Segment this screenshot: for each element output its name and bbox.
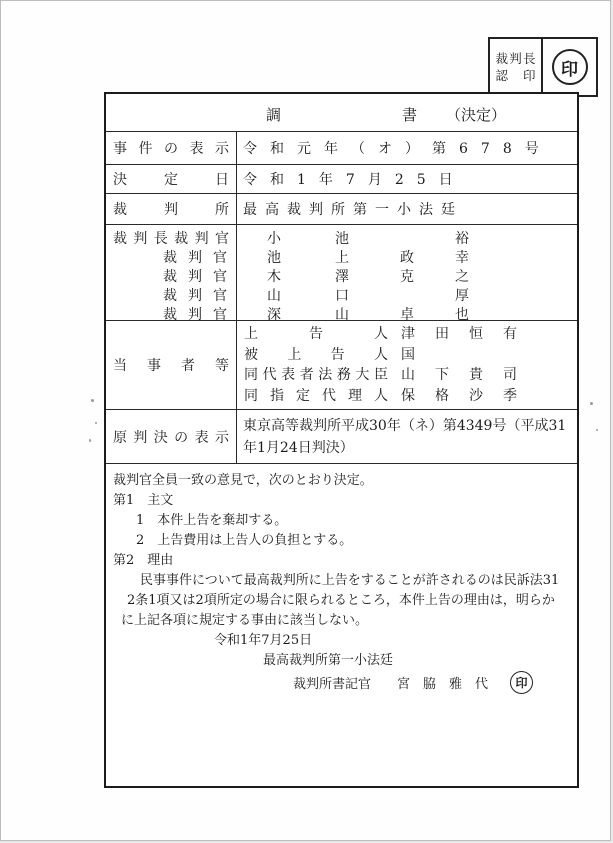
clerk-seal-stamp-icon: 印 xyxy=(510,671,533,694)
judge-title: 裁 判 官 xyxy=(163,288,227,304)
original-judgment-label: 原 判 決 の 表 示 xyxy=(113,429,229,446)
judge-name: 深 山 卓 也 xyxy=(267,307,469,320)
approval-box-label-line1: 裁 判 長 xyxy=(495,51,536,66)
judge-title: 裁 判 官 xyxy=(163,307,227,323)
decision-body xyxy=(106,464,577,786)
judges-label-cell xyxy=(106,225,237,323)
case-indication-row xyxy=(106,132,577,165)
scan-speck xyxy=(89,439,91,442)
party-name: 津田恒有 xyxy=(401,326,537,342)
body-line-mainclause-2: 2 上告費用は上告人の負担とする。 xyxy=(136,533,353,548)
judge-name: 小 池 裕 xyxy=(267,231,469,247)
title-decision-suffix: （決定） xyxy=(446,106,507,124)
decision-record-table xyxy=(104,92,579,788)
chief-judge-approval-box xyxy=(488,37,598,97)
body-line-reasons-heading: 第2 理由 xyxy=(113,553,174,568)
court-label-cell xyxy=(106,194,237,224)
approval-box-label-line2: 認 印 xyxy=(495,68,536,83)
case-indication-value-cell xyxy=(237,132,577,164)
party-entry xyxy=(237,365,577,386)
chief-judge-title: 裁 判 長 裁 判 官 xyxy=(113,231,229,247)
scan-speck xyxy=(95,422,97,424)
court-name: 最高裁判所第一小法廷 xyxy=(243,202,463,218)
body-line-mainclause-1: 1 本件上告を棄却する。 xyxy=(136,513,288,528)
body-line-reason-2: 2条1項又は2項所定の場合に限られるところ，本件上告の理由は，明らか xyxy=(127,593,555,608)
approval-box-label-cell xyxy=(490,39,543,95)
parties-value-cell xyxy=(237,321,577,409)
original-judgment-line1: 東京高等裁判所平成30年（ネ）第4349号（平成31 xyxy=(243,417,567,434)
decision-date-row xyxy=(106,165,577,194)
party-name: 保格沙季 xyxy=(401,387,537,404)
party-entry xyxy=(237,345,577,366)
body-line-preamble: 裁判官全員一致の意見で，次のとおり決定。 xyxy=(113,473,373,488)
chief-judge-seal-stamp-icon: 印 xyxy=(552,49,588,85)
approval-box-seal-cell xyxy=(543,39,596,95)
case-number: 令和元年（オ）第678号 xyxy=(243,141,552,157)
judge-name: 山 口 厚 xyxy=(267,288,469,304)
party-role: 同 指 定 代 理 人 xyxy=(244,387,388,404)
document-title-row xyxy=(106,94,577,132)
decision-date-value-cell xyxy=(237,165,577,193)
court-row xyxy=(106,194,577,225)
clerk-name: 宮脇雅代 xyxy=(397,676,502,692)
scan-speck xyxy=(91,399,94,402)
body-line-court: 最高裁判所第一小法廷 xyxy=(263,653,394,668)
judge-name: 木 澤 克 之 xyxy=(267,269,469,285)
decision-date-label: 決 定 日 xyxy=(113,172,229,188)
scan-speck xyxy=(596,429,598,431)
body-line-mainclause-heading: 第1 主文 xyxy=(113,493,174,508)
decision-date-label-cell xyxy=(106,165,237,193)
party-name: 国 xyxy=(401,346,435,363)
body-line-reason-3: に上記各項に規定する事由に該当しない。 xyxy=(121,613,369,628)
clerk-signature-line xyxy=(113,671,573,693)
title-char-sho: 書 xyxy=(402,106,418,124)
court-label: 裁 判 所 xyxy=(113,202,229,218)
party-name: 山下貴司 xyxy=(401,367,537,383)
parties-label-cell xyxy=(106,321,237,409)
original-judgment-row xyxy=(106,410,577,464)
original-judgment-line2: 年1月24日判決） xyxy=(243,439,354,456)
case-indication-label-cell xyxy=(106,132,237,164)
parties-label: 当 事 者 等 xyxy=(113,358,229,374)
title-char-cho: 調 xyxy=(266,106,282,124)
party-role: 被 上 告 人 xyxy=(244,346,388,363)
judges-names-cell xyxy=(237,225,577,320)
original-judgment-value-cell xyxy=(237,410,577,463)
party-role: 上 告 人 xyxy=(244,326,388,342)
court-value-cell xyxy=(237,194,577,224)
scan-speck xyxy=(590,402,593,405)
judges-row xyxy=(106,225,577,321)
party-role: 同 代 表 者 法 務 大 臣 xyxy=(244,367,388,383)
body-line-reason-1: 民事事件について最高裁判所に上告をすることが許されるのは民訴法31 xyxy=(140,573,560,588)
judge-title: 裁 判 官 xyxy=(163,269,227,285)
clerk-title: 裁判所書記官 xyxy=(293,676,372,692)
parties-row xyxy=(106,321,577,410)
party-entry xyxy=(237,324,577,345)
judge-title: 裁 判 官 xyxy=(163,250,227,266)
case-indication-label: 事 件 の 表 示 xyxy=(113,141,229,157)
original-judgment-label-cell xyxy=(106,410,237,463)
decision-date: 令和1年7月25日 xyxy=(243,172,466,188)
body-line-date: 令和1年7月25日 xyxy=(214,633,313,648)
judge-name: 池 上 政 幸 xyxy=(267,250,469,266)
party-entry xyxy=(237,386,577,407)
